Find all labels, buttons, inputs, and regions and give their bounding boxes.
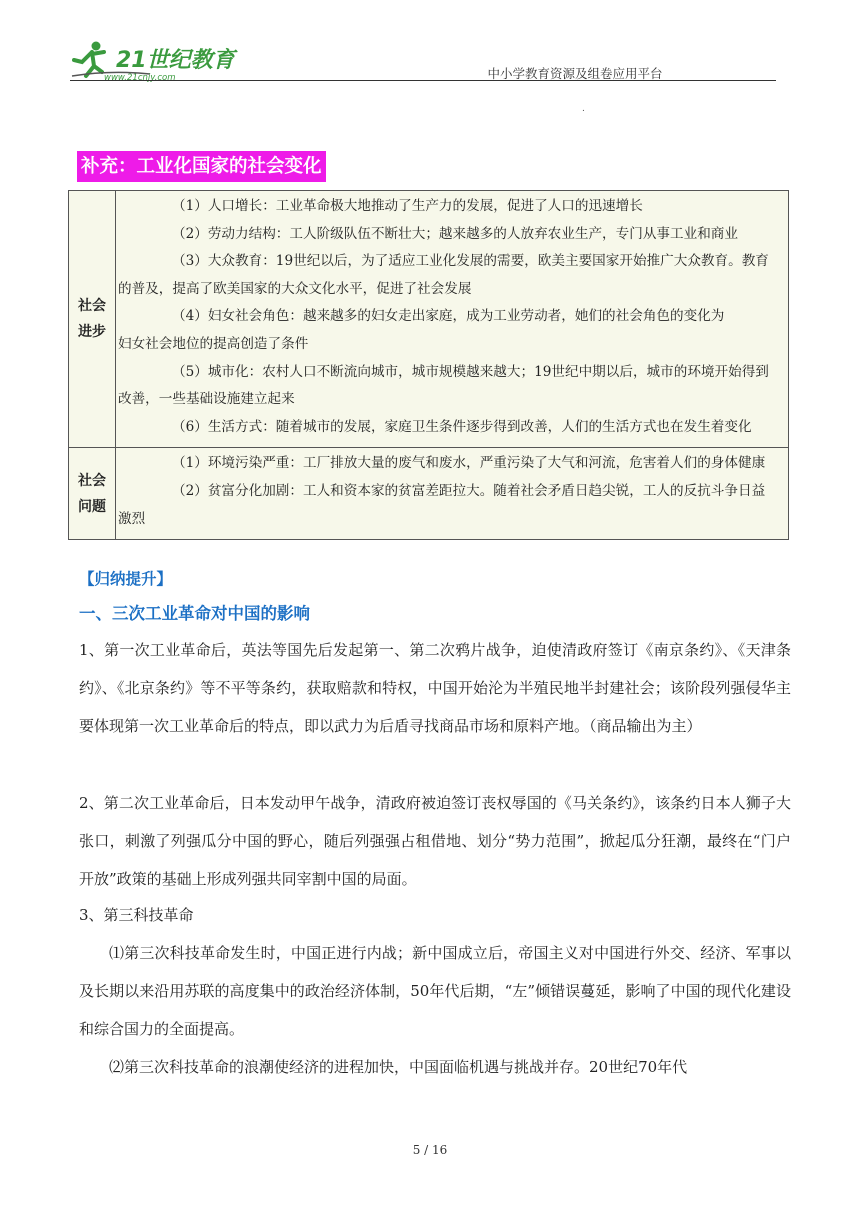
table-line: 改善，一些基础设施建立起来 (118, 391, 295, 408)
table-line: （3）大众教育：19世纪以后，为了适应工业化发展的需要，欧美主要国家开始推广大众教育。教育 (172, 253, 769, 270)
table-line: 激烈 (118, 510, 146, 527)
table-line: （2）劳动力结构：工人阶级队伍不断壮大；越来越多的人放弃农业生产，专门从事工业和商业 (172, 225, 738, 242)
paragraph: ⑵第三次科技革命的浪潮使经济的进程加快，中国面临机遇与挑战并存。20世纪70年代 (109, 1058, 688, 1076)
row-body (116, 191, 789, 448)
table-line: （6）生活方式：随着城市的发展，家庭卫生条件逐步得到改善，人们的生活方式也在发生着变化 (172, 418, 752, 435)
row-header (69, 191, 116, 448)
row-header-line: 社会 (78, 298, 106, 315)
site-logo (70, 40, 240, 82)
paragraph: 1、第一次工业革命后，英法等国先后发起第一、第二次鸦片战争，迫使清政府签订《南京条约》、《天津条约》、《北京条约》等不平等条约，获取赔款和特权，中国开始沦为半殖民地半封建社会；该阶段列强侵华主要体现第一次工业革命后的特点，即以武力为后盾寻找商品市场和原料产地。（商品输出为主） (79, 641, 791, 735)
paragraph: ⑴第三次科技革命发生时，中国正进行内战；新中国成立后，帝国主义对中国进行外交、经济、军事以及长期以来沿用苏联的高度集中的政治经济体制，50年代后期，“左”倾错误蔓延，影响了中国的现代化建设和综合国力的全面提高。 (79, 944, 791, 1038)
table-row (69, 448, 789, 540)
table-line: （5）城市化：农村人口不断流向城市，城市规模越来越大；19世纪中期以后，城市的环境开始得到 (172, 363, 769, 380)
platform-name: 中小学教育资源及组卷应用平台 (487, 66, 663, 81)
row-header-line: 进步 (78, 324, 106, 341)
table-line: （1）人口增长：工业革命极大地推动了生产力的发展，促进了人口的迅速增长 (172, 198, 643, 214)
social-change-table (68, 190, 789, 540)
row-body (116, 448, 789, 540)
section-heading: 一、三次工业革命对中国的影响 (79, 604, 310, 623)
table-line: （4）妇女社会角色：越来越多的妇女走出家庭，成为工业劳动者，她们的社会角色的变化为 (172, 308, 725, 325)
page-number: 5 / 16 (412, 1143, 448, 1157)
table-row (69, 191, 789, 448)
row-header-line: 社会 (78, 472, 106, 489)
logo-text: 21世纪教育 (116, 48, 235, 73)
row-header (69, 448, 116, 540)
table-line: 妇女社会地位的提高创造了条件 (118, 335, 309, 352)
header-divider (70, 80, 776, 81)
paragraph: 3、第三科技革命 (79, 906, 194, 924)
table-line: （2）贫富分化加剧：工人和资本家的贫富差距拉大。随着社会矛盾日趋尖锐，工人的反抗斗争日益 (172, 482, 766, 499)
logo-url-text: www.21cnjy.com (104, 73, 176, 82)
table-line: 的普及，提高了欧美国家的大众文化水平，促进了社会发展 (118, 280, 472, 297)
summary-label: 【归纳提升】 (79, 570, 173, 588)
table-line: （1）环境污染严重：工厂排放大量的废气和废水，严重污染了大气和河流，危害着人们的身体健康 (172, 455, 766, 472)
paragraph: 2、第二次工业革命后，日本发动甲午战争，清政府被迫签订丧权辱国的《马关条约》，该条约日本人狮子大张口，刺激了列强瓜分中国的野心，随后列强强占租借地、划分“势力范围”，掀起瓜分狂潮，最终在“门户开放”政策的基础上形成列强共同宰割中国的局面。 (79, 794, 791, 888)
row-header-line: 问题 (78, 498, 106, 515)
section-title: 补充：工业化国家的社会变化 (77, 151, 326, 182)
stray-mark: . (582, 104, 585, 114)
